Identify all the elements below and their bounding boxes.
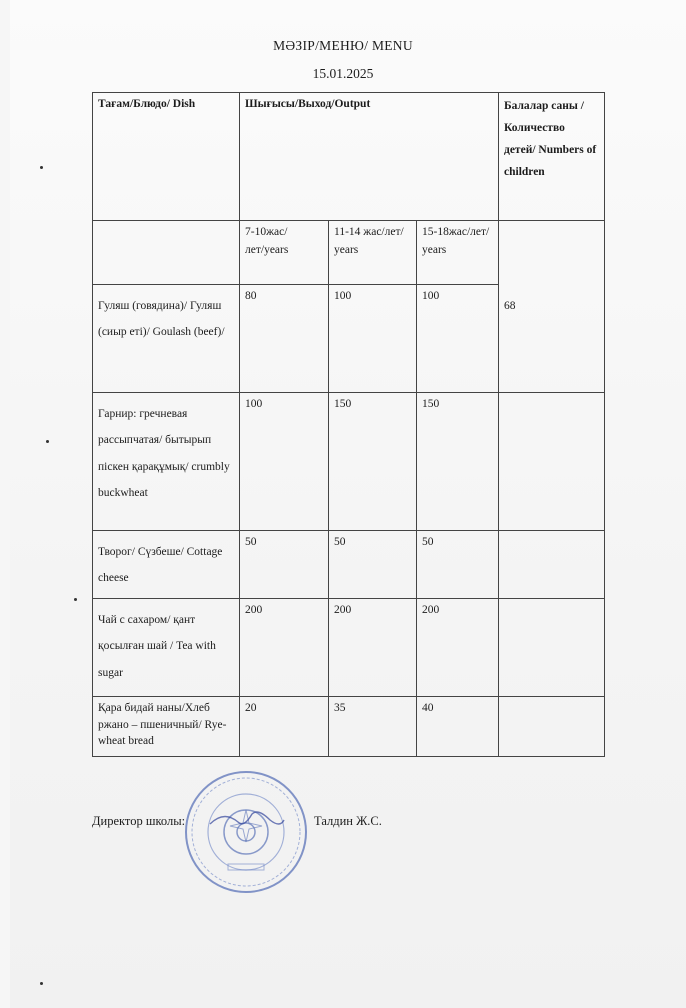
output-15-18: 40 [417,697,499,757]
output-7-10: 100 [240,393,329,531]
output-7-10: 20 [240,697,329,757]
speck [46,440,49,443]
age-group-2: 11-14 жас/лет/ years [329,221,417,285]
output-11-14: 50 [329,531,417,599]
output-11-14: 150 [329,393,417,531]
output-7-10: 200 [240,599,329,697]
output-11-14: 100 [329,285,417,393]
output-7-10: 50 [240,531,329,599]
table-row [93,599,605,697]
table-row [93,697,605,757]
signature-name: Талдин Ж.С. [314,814,382,828]
menu-table [92,92,605,757]
output-15-18: 200 [417,599,499,697]
children-empty [499,599,605,697]
speck [40,166,43,169]
dish-name: Творог/ Сүзбеше/ Cottage cheese [93,531,240,599]
output-11-14: 200 [329,599,417,697]
output-15-18: 100 [417,285,499,393]
age-row [93,221,605,285]
dish-name: Гуляш (говядина)/ Гуляш (сиыр еті)/ Goulash (beef)/ [93,285,240,393]
children-count: 68 [499,221,605,393]
output-7-10: 80 [240,285,329,393]
dish-name: Чай с сахаром/ қант қосылған шай / Tea with sugar [93,599,240,697]
col-header-dish: Тағам/Блюдо/ Dish [93,93,240,221]
output-15-18: 150 [417,393,499,531]
col-header-output: Шығысы/Выход/Output [240,93,499,221]
school-seal-stamp [182,768,310,896]
output-11-14: 35 [329,697,417,757]
menu-date: 15.01.2025 [312,66,374,81]
children-empty [499,531,605,599]
speck [40,982,43,985]
dish-name: Гарнир: гречневая рассыпчатая/ бытырып піскен қарақұмық/ crumbly buckwheat [93,393,240,531]
dish-name: Қара бидай наны/Хлеб ржано – пшеничный/ Rye-wheat bread [93,697,240,757]
col-header-children: Балалар саны /Количество детей/ Numbers of children [499,93,605,221]
table-row [93,393,605,531]
age-group-1: 7-10жас/лет/years [240,221,329,285]
header-row [93,93,605,221]
signature-label: Директор школы: [92,814,186,828]
output-15-18: 50 [417,531,499,599]
age-row-empty [93,221,240,285]
speck [74,598,77,601]
children-empty [499,697,605,757]
age-group-3: 15-18жас/лет/ years [417,221,499,285]
menu-title: МӘЗІР/МЕНЮ/ MENU [273,38,413,53]
table-row [93,531,605,599]
children-empty [499,393,605,531]
